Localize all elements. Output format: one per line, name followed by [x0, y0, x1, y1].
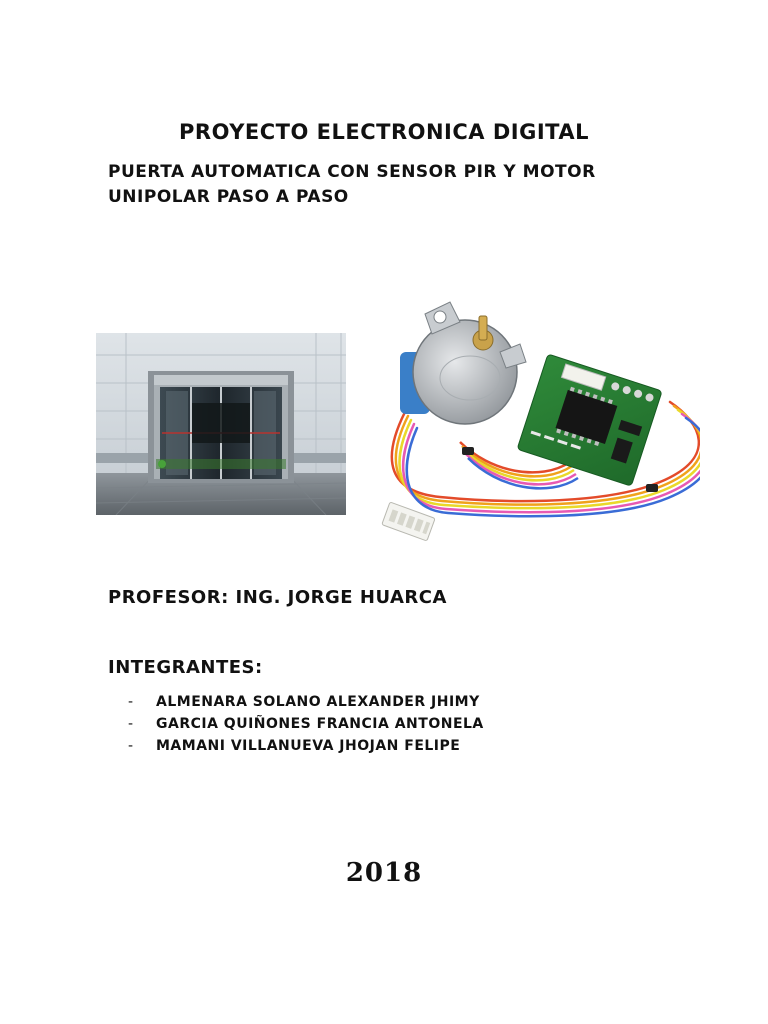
project-subtitle-line-2: UNIPOLAR PASO A PASO: [108, 187, 349, 207]
stepper-motor-image: [370, 292, 700, 564]
member-name: GARCIA QUIÑONES FRANCIA ANTONELA: [156, 716, 484, 732]
list-bullet: -: [128, 738, 134, 754]
document-year: 2018: [345, 858, 423, 888]
professor-line: PROFESOR: ING. JORGE HUARCA: [108, 587, 447, 608]
list-bullet: -: [128, 716, 134, 732]
list-item: [128, 714, 484, 734]
member-name: MAMANI VILLANUEVA JHOJAN FELIPE: [156, 738, 461, 754]
member-name: ALMENARA SOLANO ALEXANDER JHIMY: [156, 694, 480, 710]
members-heading: INTEGRANTES:: [108, 657, 263, 678]
list-item: [128, 692, 480, 712]
automatic-door-image: [96, 333, 346, 515]
project-subtitle-line-1: PUERTA AUTOMATICA CON SENSOR PIR Y MOTOR: [108, 162, 596, 182]
list-bullet: -: [128, 694, 134, 710]
project-title: PROYECTO ELECTRONICA DIGITAL: [179, 120, 589, 144]
list-item: [128, 736, 460, 756]
